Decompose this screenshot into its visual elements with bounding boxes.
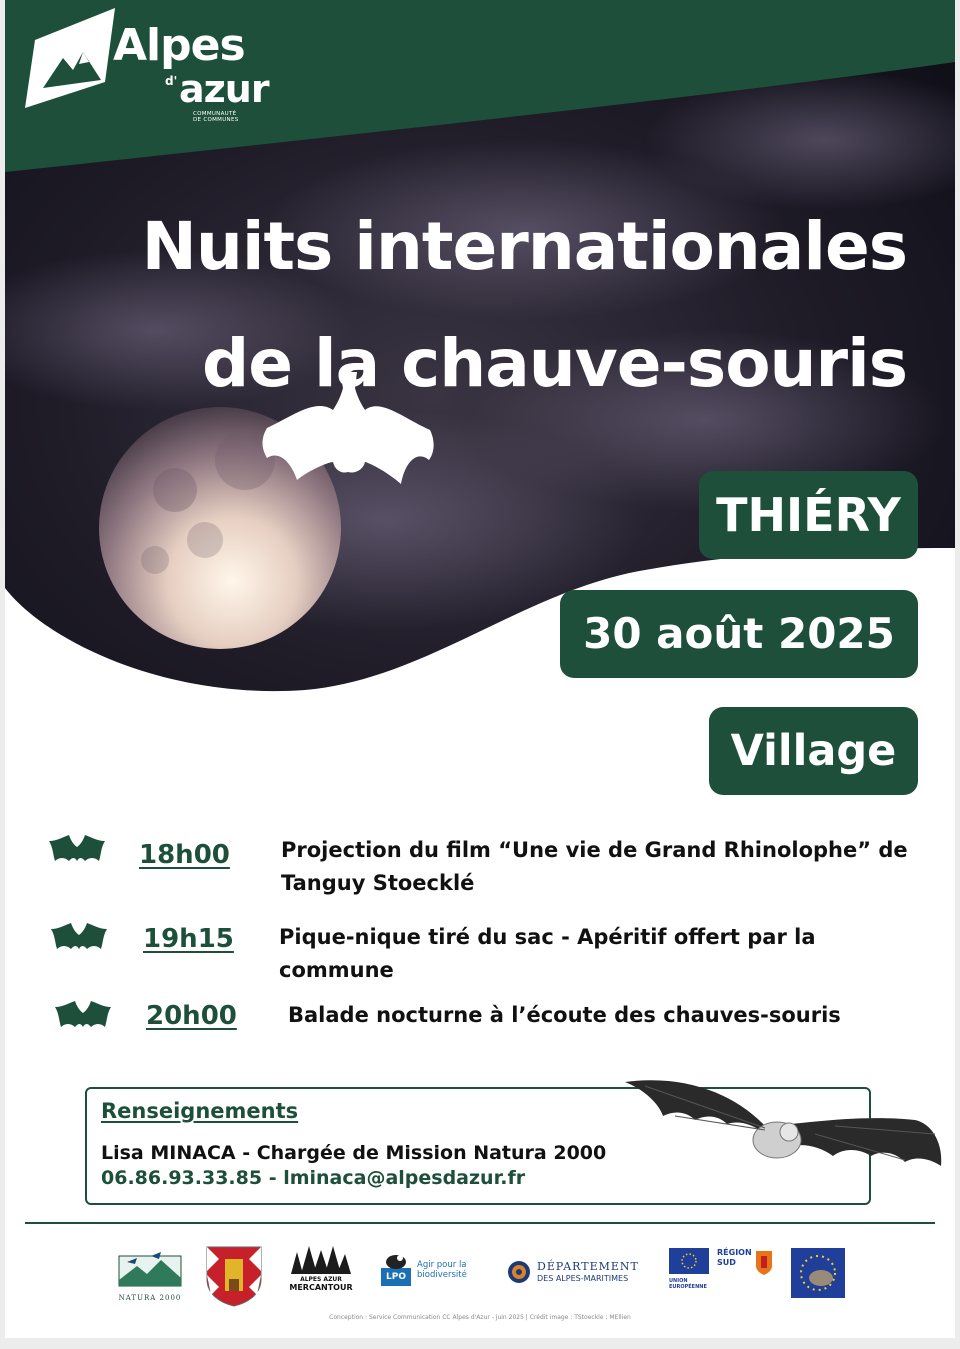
program-description: Pique-nique tiré du sac - Apéritif offert par la commune xyxy=(279,925,816,982)
bird-icon xyxy=(381,1252,411,1270)
info-contact: Lisa MINACA - Chargée de Mission Natura 2000 xyxy=(101,1142,607,1164)
natura-2000-logo xyxy=(117,1250,183,1302)
logo-line1: Alpes xyxy=(113,20,245,71)
coat-of-arms-icon xyxy=(205,1245,263,1307)
lpo-tagline: Agir pour la biodiversité xyxy=(417,1260,467,1280)
mercantour-line2: MERCANTOUR xyxy=(289,1283,353,1292)
departement-line2: DES ALPES-MARITIMES xyxy=(537,1274,629,1283)
date-badge: 30 août 2025 xyxy=(560,590,918,678)
logo-subtitle: COMMUNAUTÉ DE COMMUNES xyxy=(193,111,239,123)
program-item xyxy=(5,998,955,1058)
forest-icon xyxy=(289,1244,353,1274)
region-line2: SUD xyxy=(717,1258,736,1267)
flying-bat-illustration xyxy=(615,1064,945,1184)
program-description: Balade nocturne à l’écoute des chauves-souris xyxy=(288,1003,841,1027)
footer-divider xyxy=(25,1222,935,1224)
credits: Conception : Service Communication CC Alpes d'Azur - juin 2025 | Crédit image : TStoeckle ; MEllien xyxy=(329,1314,631,1321)
natura-2000-icon xyxy=(117,1250,183,1298)
program-time: 20h00 xyxy=(146,1001,237,1031)
program-time: 19h15 xyxy=(143,924,234,954)
logo-wordmark xyxy=(113,20,269,123)
natura-label: NATURA 2000 xyxy=(118,1294,182,1302)
mercantour-logo xyxy=(285,1244,357,1292)
eu-flag-icon xyxy=(669,1248,709,1274)
program-description: Projection du film “Une vie de Grand Rhinolophe” de Tanguy Stoecklé xyxy=(281,838,908,895)
logo-small: d' xyxy=(165,74,178,88)
bat-icon xyxy=(51,923,107,951)
bat-icon xyxy=(49,835,105,863)
eu-label: UNION EUROPÉENNE xyxy=(669,1278,707,1290)
logo-line2: azur xyxy=(179,67,269,111)
departement-line1: DÉPARTEMENT xyxy=(537,1260,639,1273)
eu-bat-badge xyxy=(791,1248,845,1302)
program-item xyxy=(5,920,955,980)
eu-bat-icon xyxy=(791,1248,845,1298)
title-line1: Nuits internationales xyxy=(141,208,907,285)
departement-icon xyxy=(507,1260,531,1284)
program-item xyxy=(5,832,955,895)
title-line2: de la chauve-souris xyxy=(201,325,907,402)
region-shield-icon xyxy=(755,1250,773,1276)
info-phone-email[interactable]: 06.86.93.33.85 - lminaca@alpesdazur.fr xyxy=(101,1167,526,1189)
region-line1: RÉGION xyxy=(717,1248,752,1257)
poster xyxy=(5,0,955,1338)
event-title xyxy=(7,188,907,422)
commune-coat-of-arms xyxy=(205,1245,263,1311)
bat-icon xyxy=(55,1001,111,1029)
info-title: Renseignements xyxy=(101,1099,299,1123)
program-time: 18h00 xyxy=(139,840,230,870)
location-badge: THIÉRY xyxy=(699,471,918,559)
place-badge: Village xyxy=(709,707,918,795)
lpo-badge: LPO xyxy=(381,1268,411,1286)
mercantour-line1: ALPES AZUR xyxy=(300,1276,342,1283)
